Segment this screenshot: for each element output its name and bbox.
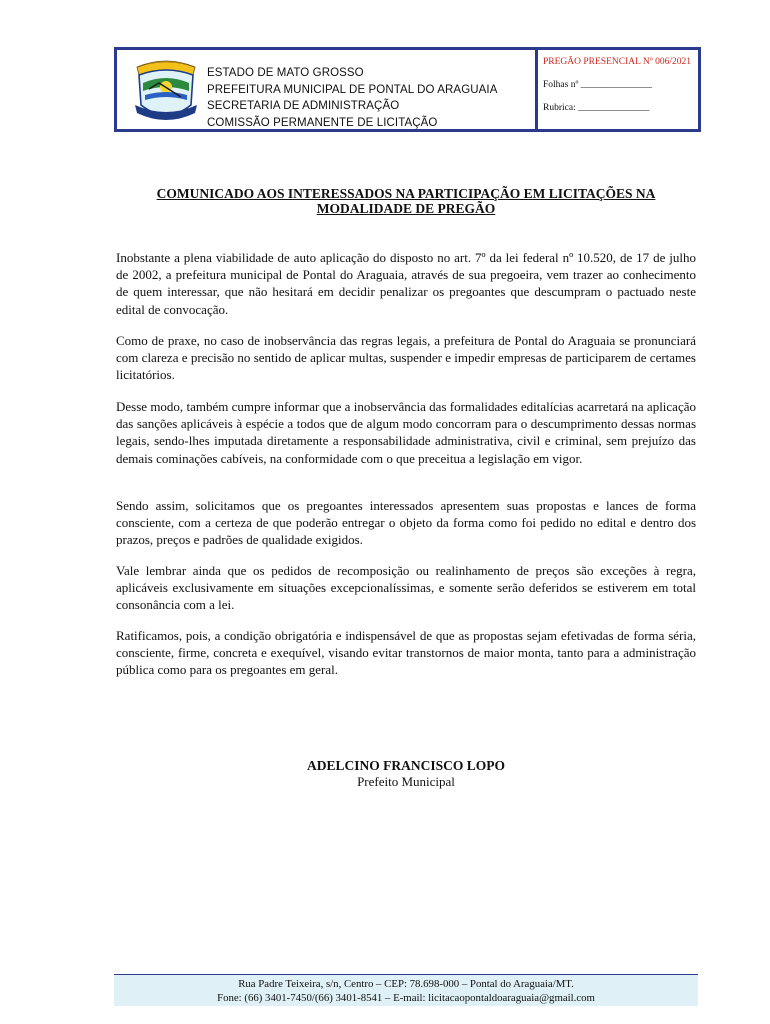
header-divider: [535, 50, 538, 129]
org-line-commission: COMISSÃO PERMANENTE DE LICITAÇÃO: [207, 116, 438, 129]
document-title: [114, 186, 698, 216]
paragraph-2: Como de praxe, no caso de inobservância das regras legais, a prefeitura de Pontal do Araguaia se pronunciará com clareza e precisão no sentido de aplicar multas, suspender e impedir empresas de participarem de certames licitatórios.: [116, 333, 696, 383]
organization-heading: [207, 65, 497, 131]
paragraph-1: Inobstante a plena viabilidade de auto aplicação do disposto no art. 7º da lei federal nº 10.520, de 17 de julho de 2002, a prefeitura municipal de Pontal do Araguaia, através de sua pregoeira, vem trazer ao conhecimento de quem interessar, que não hesitará em decidir penalizar os pregoantes que descumpram o pactuado neste edital de convocação.: [116, 250, 696, 317]
municipal-crest-logo: [129, 53, 203, 127]
title-line-2: MODALIDADE DE PREGÃO: [316, 201, 496, 216]
paragraph-5: Vale lembrar ainda que os pedidos de recomposição ou realinhamento de preços são exceções à regra, aplicáveis exclusivamente em situações excepcionalíssimas, e somente serão deferidos se estiverem em total consonância com a lei.: [116, 563, 696, 613]
pregao-number: PREGÃO PRESENCIAL Nº 006/2021: [543, 57, 692, 67]
rubrica-field: Rubrica: _______________: [543, 103, 650, 113]
signatory-name: ADELCINO FRANCISCO LOPO: [306, 758, 506, 773]
letterhead: [114, 47, 701, 132]
folhas-field: Folhas nº _______________: [543, 80, 653, 90]
org-line-state: ESTADO DE MATO GROSSO: [207, 67, 364, 79]
footer-address: Rua Padre Teixeira, s/n, Centro – CEP: 78.698-000 – Pontal do Araguaia/MT.: [238, 978, 574, 990]
title-line-1: COMUNICADO AOS INTERESSADOS NA PARTICIPAÇÃO EM LICITAÇÕES NA: [156, 186, 656, 201]
footer-contact: [114, 974, 698, 1006]
footer-phone-email: Fone: (66) 3401-7450/(66) 3401-8541 – E-mail: licitacaopontaldoaraguaia@gmail.com: [217, 992, 595, 1004]
org-line-city-hall: PREFEITURA MUNICIPAL DE PONTAL DO ARAGUAIA: [207, 83, 498, 96]
org-line-secretariat: SECRETARIA DE ADMINISTRAÇÃO: [207, 100, 400, 112]
paragraph-4: Sendo assim, solicitamos que os pregoantes interessados apresentem suas propostas e lances de forma consciente, com a certeza de que poderão entregar o objeto da forma como foi pedido no edital e dentro dos prazos, preços e padrões de qualidade exigidos.: [116, 498, 696, 548]
paragraph-6: Ratificamos, pois, a condição obrigatória e indispensável de que as propostas sejam efetivadas de forma séria, consciente, firme, concreta e exequível, visando evitar transtornos de maior monta, tanto para a administração pública como para os pregoantes em geral.: [116, 628, 696, 678]
process-info-cell: [543, 56, 691, 114]
paragraph-3: Desse modo, também cumpre informar que a inobservância das formalidades editalícias acarretará na aplicação das sanções aplicáveis à espécie a todos que de algum modo concorram para o descumprimento dessas normas legais, sendo-lhes imputada diretamente a responsabilidade administrativa, civil e criminal, sem prejuízo das demais cominações cabíveis, na conformidade com o que preceitua a legislação em vigor.: [116, 399, 696, 466]
signatory-role: Prefeito Municipal: [357, 774, 455, 789]
